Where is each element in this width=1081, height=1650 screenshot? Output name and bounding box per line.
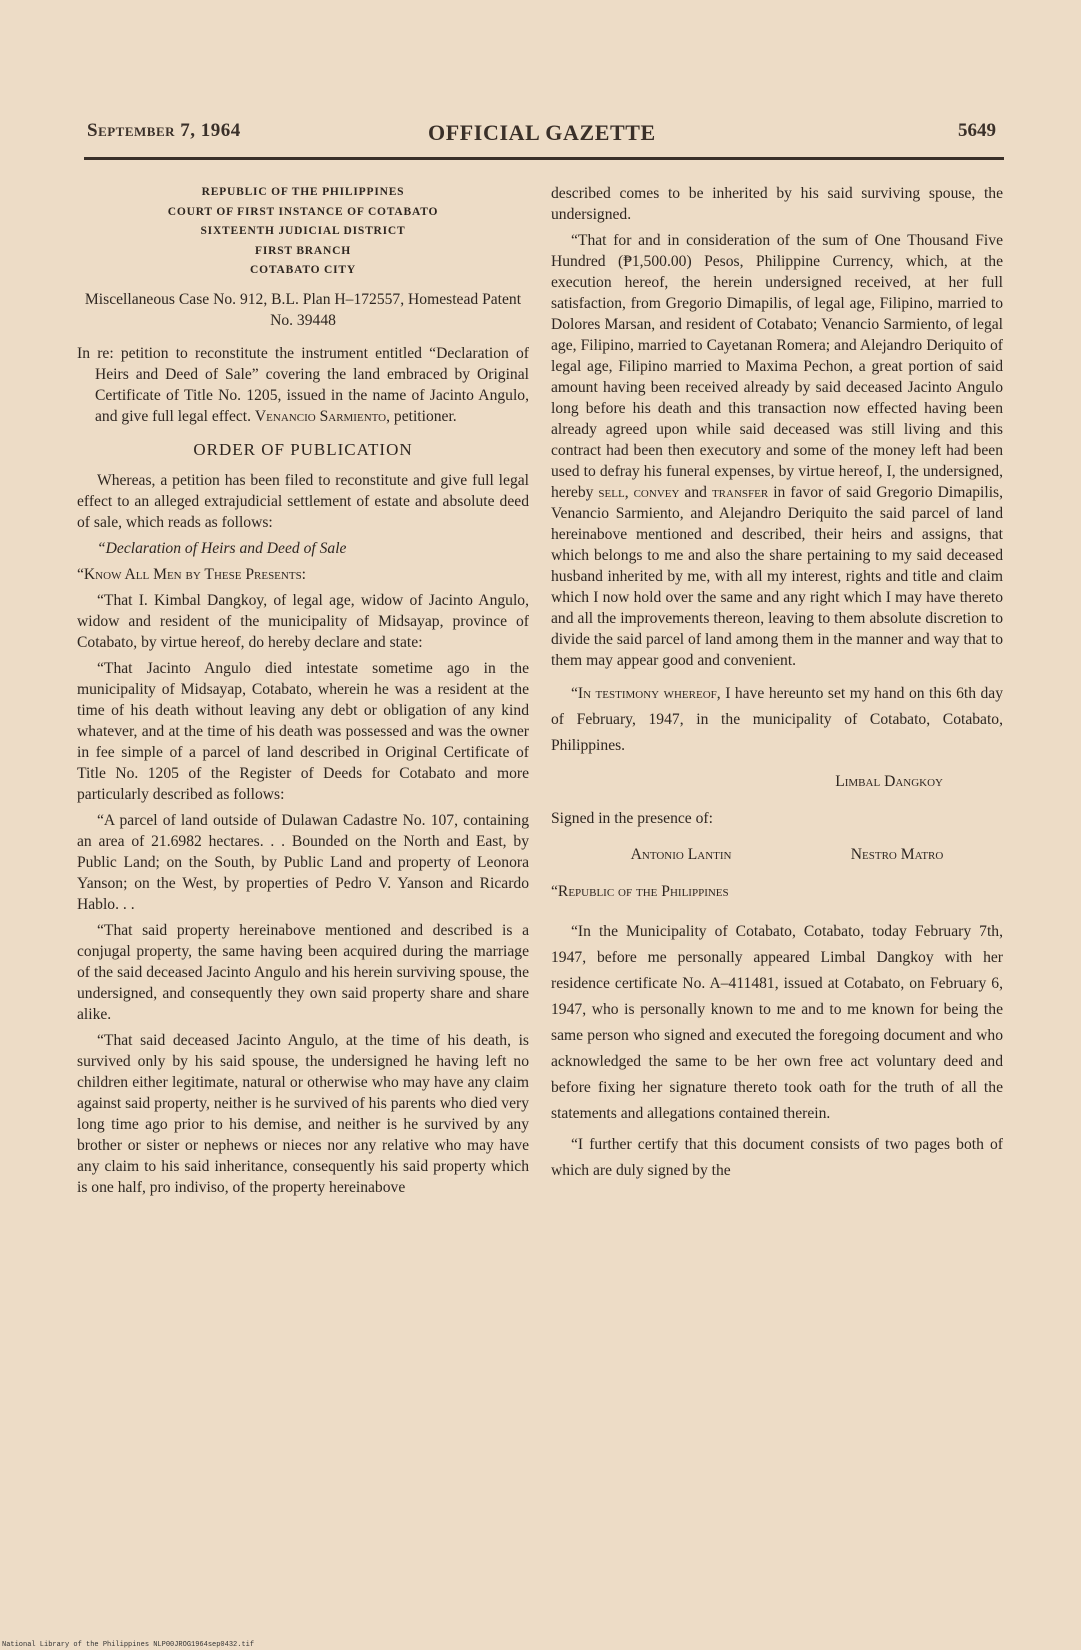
right-column xyxy=(551,183,1003,1189)
testimony-lead: “In testimony whereof, xyxy=(571,685,721,702)
keyword-transfer: transfer xyxy=(711,484,769,501)
petitioner-role: petitioner. xyxy=(390,407,457,425)
deed-title: “Declaration of Heirs and Deed of Sale xyxy=(97,539,347,557)
petitioner-name: Venancio Sarmiento, xyxy=(254,407,390,425)
order-title: ORDER OF PUBLICATION xyxy=(193,439,413,459)
body-paragraph: “That said deceased Jacinto Angulo, at the time of his death, is survived only by his said spouse, the undersigned he having left no children either legitimate, natural or otherwise who may have any claim against said property, neither is he survived of his parents who died very long time ago prior to his demise, and neither is he survived by any brother or sister or nephews or nieces nor any relative who may have any claim to his said inheritance, consequently his said property which is one half, pro indiviso, of the property hereinabove xyxy=(77,1031,529,1196)
keyword-and: and xyxy=(679,484,712,501)
body-paragraph: “A parcel of land outside of Dulawan Cadastre No. 107, containing an area of 21.6982 hectares. . . Bounded on the North and East, by Public Land; on the South, by Public Land and property of Leonora Yanson; on the West, by properties of Pedro V. Yanson and Ricardo Hablo. . . xyxy=(77,811,529,913)
in-re-paragraph xyxy=(77,343,529,427)
header-page-number: 5649 xyxy=(958,120,996,141)
body-paragraph: “That Jacinto Angulo died intestate sometime ago in the municipality of Midsayap, Cotabato, wherein he was a resident at the time of his death without leaving any debt or obligation of any kind whatever, and at the time of his death was possessed and was the owner in fee simple of a parcel of land described in Original Certificate of Title No. 1205 of the Register of Deeds for Cotabato and more particularly described as follows: xyxy=(77,659,529,803)
court-line: SIXTEENTH JUDICIAL DISTRICT xyxy=(200,225,406,237)
court-line: FIRST BRANCH xyxy=(255,244,351,257)
acknowledgment-paragraph: “In the Municipality of Cotabato, Cotabato, today February 7th, 1947, before me personally appeared Limbal Dangkoy with her residence certificate No. A–411481, issued at Cotabato, on February 6, 1947, who is personally known to me and to me known for being the same person who signed and executed the foregoing document and who acknowledged the same to be her own free act voluntary deed and before fixing her signature thereto took oath for the truth of all the statements and allegations contained therein. xyxy=(551,923,1003,1122)
signatory: Limbal Dangkoy xyxy=(835,773,943,790)
right-lower-block xyxy=(551,681,1003,1184)
body-paragraph: described comes to be inherited by his said surviving spouse, the undersigned. xyxy=(551,185,1003,223)
body-paragraph: “That I. Kimbal Dangkoy, of legal age, widow of Jacinto Angulo, widow and resident of the municipality of Midsayap, province of Cotabato, by virtue hereof, do hereby declare and state: xyxy=(77,591,529,651)
testimony-paragraph xyxy=(551,681,1003,759)
witness-row xyxy=(551,844,1003,865)
body-paragraph: “That said property hereinabove mentioned and described is a conjugal property, the same having been acquired during the marriage of the said deceased Jacinto Angulo and his herein surviving spouse, the undersigned, and consequently they own said property share and share alike. xyxy=(77,921,529,1023)
signed-presence: Signed in the presence of: xyxy=(551,810,713,827)
whereas-paragraph: Whereas, a petition has been filed to reconstitute and give full legal effect to an alleged extrajudicial settlement of estate and absolute deed of sale, which reads as follows: xyxy=(77,471,529,531)
consideration-text: “That for and in consideration of the sum of One Thousand Five Hundred (₱1,500.00) Pesos, Philippine Currency, which, at the execution hereof, the herein undersigned received, at her full satisfaction, from Gregorio Dimapilis, of legal age, Filipino, married to Dolores Marsan, and resident of Cotabato; Venancio Sarmiento, of legal age, Filipino, married to Cayetanan Romera; and Alejandro Deriquito of legal age, Filipino married to Maxima Pechon, a great portion of said amount having been received already by said deceased Jacinto Angulo long before his death and this transaction now effected having been already agreed upon while said deceased was still living and this contract had been then executory and some of the money left had been used to defray his funeral expenses, by virtue hereof, I, the undersigned, hereby xyxy=(551,232,1003,501)
certify-paragraph: “I further certify that this document consists of two pages both of which are duly signed by the xyxy=(551,1136,1003,1179)
witness-name: Antonio Lantin xyxy=(630,846,732,863)
header-rule xyxy=(84,157,1004,160)
scan-footer: National Library of the Philippines NLP00JROG1964sep0432.tif xyxy=(2,1641,255,1649)
republic-line: “Republic of the Philippines xyxy=(551,883,729,900)
header-date: September 7, 1964 xyxy=(87,120,241,141)
court-heading xyxy=(77,183,529,281)
court-line: COURT OF FIRST INSTANCE OF COTABATO xyxy=(167,205,439,218)
in-re-text: In re: petition to reconstitute the instrument entitled “Declaration of Heirs and Deed of Sale” covering the land embraced by Original Certificate of Title No. 1205, issued in the name of Jacinto Angulo, and give full legal effect. xyxy=(77,344,529,425)
court-line: COTABATO CITY xyxy=(250,264,356,276)
keyword-sell-convey: sell, convey xyxy=(598,484,680,501)
know-all-line: “Know All Men by These Presents: xyxy=(77,565,307,583)
consideration-paragraph xyxy=(551,230,1003,671)
testimony-text: I have hereunto set my hand on this 6th day of February, 1947, in the municipality of Cotabato, Cotabato, Philippines. xyxy=(551,685,1004,754)
consideration-text-cont: in favor of said Gregorio Dimapilis, Venancio Sarmiento, and Alejandro Deriquito the said parcel of land hereinabove mentioned and described, their heirs and assigns, that which belongs to me and also the share pertaining to my said deceased husband inherited by me, with all my interest, rights and title and claim which I now hold over the same and any right which I may have thereto and all the improvements thereon, leaving to them absolute discretion to divide the said parcel of land among them in the manner and way that to them may appear good and convenient. xyxy=(551,484,1004,669)
case-line: Miscellaneous Case No. 912, B.L. Plan H–172557, Homestead Patent No. 39448 xyxy=(84,290,522,329)
court-line: REPUBLIC OF THE PHILIPPINES xyxy=(201,186,405,198)
header-publication: OFFICIAL GAZETTE xyxy=(428,120,656,145)
left-column xyxy=(77,183,529,1203)
witness-name: Nestro Matro xyxy=(850,846,944,863)
